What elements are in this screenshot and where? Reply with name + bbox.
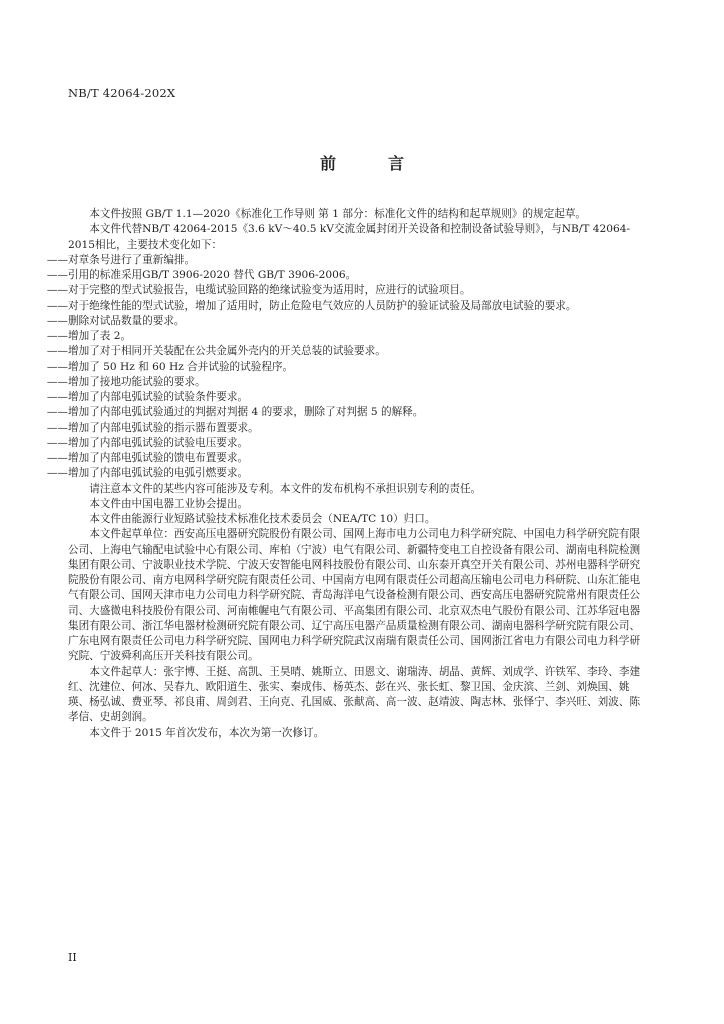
change-list-item: ——引用的标准采用GB/T 3906-2020 替代 GB/T 3906-2006。 [46, 269, 357, 281]
change-list-item: ——对于绝缘性能的型式试验，增加了适用时，防止危险电气效应的人员防护的验证试验及局部放电试验的要求。 [46, 299, 577, 312]
change-list-item: ——增加了内部电弧试验的试验电压要求。 [46, 436, 249, 449]
paragraph: 本文件于 2015 年首次发布，本次为第一次修订。 [89, 726, 325, 739]
change-list-item: ——对章条号进行了重新编排。 [46, 253, 196, 266]
change-list-item: ——增加了内部电弧试验的指示器布置要求。 [46, 421, 259, 434]
change-list-item: ——增加了内部电弧试验通过的判据对判据 4 的要求，删除了对判据 5 的解释。 [46, 406, 424, 419]
paragraph: 本文件按照 GB/T 1.1—2020《标准化工作导则 第 1 部分：标准化文件的结构和起草规则》的规定起草。 [89, 208, 587, 220]
page-number: II [68, 951, 77, 964]
paragraph: 本文件起草人：张宇博、王挺、高凯、王昊晴、姚斯立、田恩文、谢瑞涛、胡晶、黄辉、刘成学、许铁军、李玲、李建红、沈建位、何冰、吴春九、欧阳道生、张实、秦成伟、杨英杰、彭在兴、张长虹、黎卫国、金庆滨、兰剑、刘焕国、姚瑛、杨弘诚、费亚琴、祁良甫、周剑君、王向克、孔国威、张献高、高一波、赵靖波、陶志林、张怿宁、李兴旺、刘波、陈孝信、史胡剑润。 [68, 665, 641, 724]
change-list-item: ——增加了对于相同开关装配在公共金属外壳内的开关总装的试验要求。 [46, 345, 386, 358]
paragraph: 请注意本文件的某些内容可能涉及专利。本文件的发布机构不承担识别专利的责任。 [89, 482, 482, 495]
paragraph: 本文件由中国电器工业协会提出。 [89, 497, 249, 510]
change-list-item: ——对于完整的型式试验报告，电缆试验回路的绝缘试验变为适用时，应进行的试验项目。 [46, 284, 471, 297]
change-list-item: ——增加了内部电弧试验的试验条件要求。 [46, 391, 249, 403]
change-list-item: ——增加了 50 Hz 和 60 Hz 合并试验的试验程序。 [46, 360, 294, 373]
change-list-item: ——增加了接地功能试验的要求。 [46, 375, 206, 388]
paragraph: 本文件代替NB/T 42064-2015《3.6 kV～40.5 kV交流金属封闭开关设备和控制设备试验导则》，与NB/T 42064-2015相比，主要技术变化如下： [68, 223, 631, 251]
page-title: 前 言 [319, 154, 422, 173]
change-list-item: ——增加了表 2。 [46, 330, 132, 342]
paragraph: 本文件起草单位：西安高压电器研究院股份有限公司、国网上海市电力公司电力科学研究院、中国电力科学研究院有限公司、上海电气输配电试验中心有限公司、库柏（宁波）电气有限公司、新疆特变电工自控设备有限公司、湖南电科院检测集团有限公司、宁波职业技术学院、宁波天安智能电网科技股份有限公司、山东泰开真空开关有限公司、苏州电器科学研究院股份有限公司、南方电网科学研究院有限责任公司、中国南方电网有限责任公司超高压输电公司电力科研院、山东汇能电气有限公司、国网天津市电力公司电力科学研究院、青岛海洋电气设备检测有限公司、西安高压电器研究院常州有限责任公司、大盛微电科技股份有限公司、河南帷幄电气有限公司、平高集团有限公司、北京双杰电气股份有限公司、江苏华冠电器集团有限公司、浙江华电器材检测研究院有限公司、辽宁高压电器产品质量检测有限公司、湖南电器科学研究院有限公司、广东电网有限责任公司电力科学研究院、国网电力科学研究院武汉南瑞有限责任公司、国网浙江省电力有限公司电力科学研究院、宁波舜利高压开关科技有限公司。 [68, 528, 641, 663]
change-list-item: ——增加了内部电弧试验的馈电布置要求。 [46, 452, 249, 464]
change-list-item: ——删除对试品数量的要求。 [46, 314, 185, 327]
paragraph: 本文件由能源行业短路试验技术标准化技术委员会（NEA/TC 10）归口。 [89, 513, 436, 525]
standard-code: NB/T 42064-202X [68, 86, 176, 100]
document-body [46, 207, 648, 741]
change-list-item: ——增加了内部电弧试验的电弧引燃要求。 [46, 467, 249, 480]
